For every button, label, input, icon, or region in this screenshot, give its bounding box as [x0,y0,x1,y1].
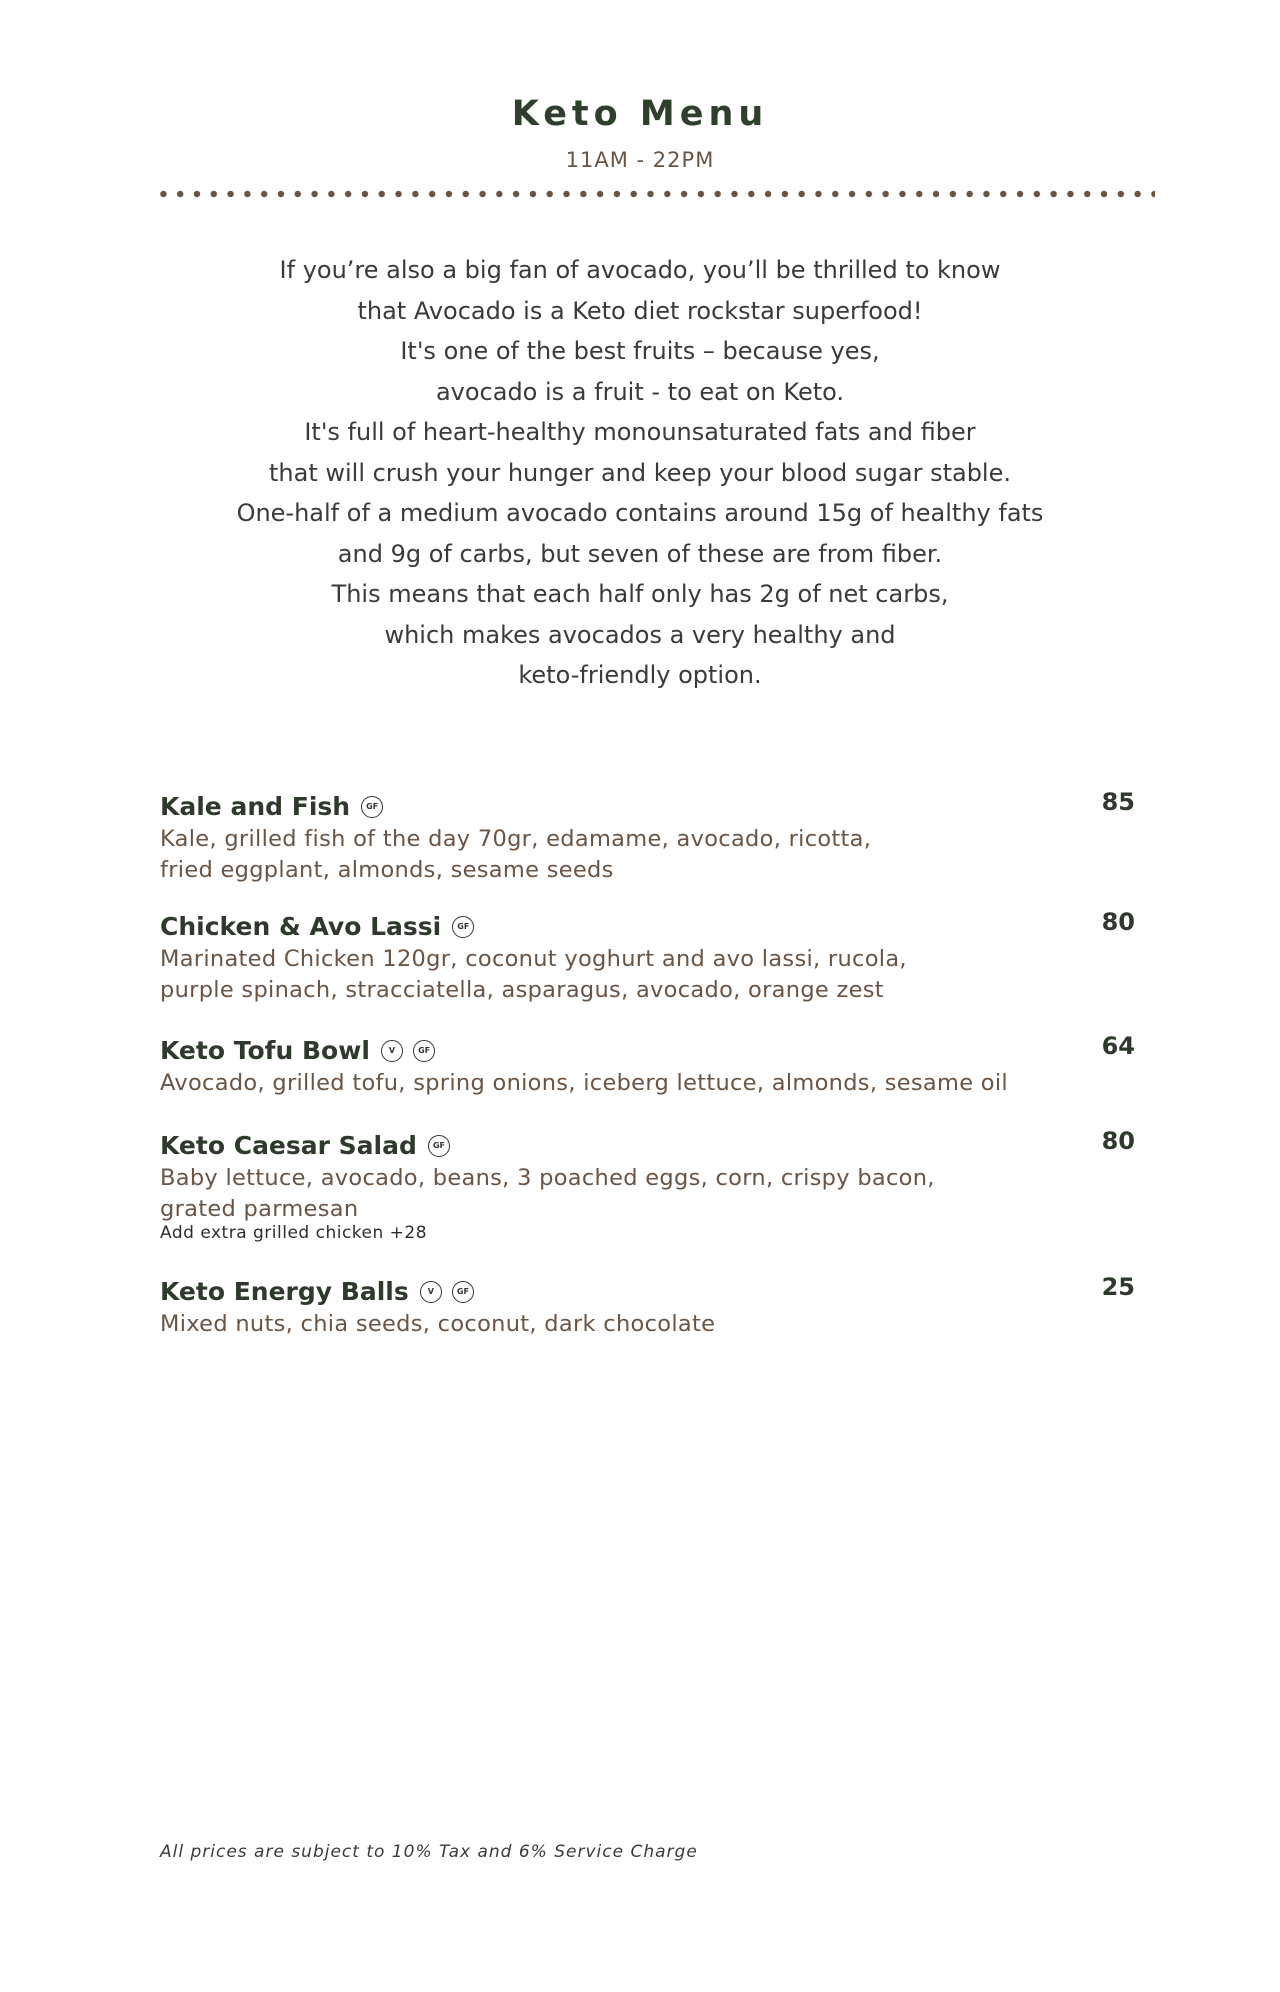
item-name: Chicken & Avo Lassi [160,912,442,941]
description-line: grated parmesan [160,1196,359,1222]
intro-line: keto-friendly option. [518,661,762,689]
dotted-divider [155,189,1155,199]
item-price: 80 [1101,1127,1135,1155]
description-line: Baby lettuce, avocado, beans, 3 poached eggs, corn, crispy bacon, [160,1165,935,1191]
item-price: 85 [1101,788,1135,816]
intro-text [0,250,1280,696]
menu-item-chicken-avo-lassi [160,908,1135,1006]
item-description [160,1068,1135,1099]
item-description [160,1309,1135,1340]
vegetarian-icon: V [381,1040,403,1062]
item-name: Keto Energy Balls [160,1277,409,1306]
gluten-free-icon: GF [428,1135,450,1157]
page-title: Keto Menu [511,94,769,134]
item-header [160,788,1135,824]
item-name: Keto Caesar Salad [160,1131,417,1160]
item-price: 64 [1101,1032,1135,1060]
intro-line: and 9g of carbs, but seven of these are from fiber. [337,539,943,568]
intro-line: One-half of a medium avocado contains around 15g of healthy fats [236,499,1044,527]
menu-item-keto-tofu-bowl [160,1032,1135,1099]
gluten-free-icon: GF [452,1281,474,1303]
item-description [160,1163,1135,1225]
opening-hours: 11AM - 22PM [565,148,715,172]
item-header [160,1127,1135,1163]
item-extra-option: Add extra grilled chicken +28 [160,1223,428,1243]
menu-item-keto-energy-balls [160,1273,1135,1340]
intro-line: that will crush your hunger and keep your blood sugar stable. [269,458,1011,487]
intro-line: It's one of the best fruits – because yes, [400,337,880,365]
item-price: 25 [1101,1273,1135,1301]
vegetarian-icon: V [420,1281,442,1303]
menu-item-kale-and-fish [160,788,1135,886]
item-name: Kale and Fish [160,792,351,821]
menu-item-keto-caesar-salad [160,1127,1135,1243]
description-line: Avocado, grilled tofu, spring onions, iceberg lettuce, almonds, sesame oil [160,1070,1008,1096]
description-line: fried eggplant, almonds, sesame seeds [160,857,614,883]
description-line: Mixed nuts, chia seeds, coconut, dark chocolate [160,1311,716,1337]
item-name: Keto Tofu Bowl [160,1036,370,1065]
gluten-free-icon: GF [413,1040,435,1062]
description-line: Marinated Chicken 120gr, coconut yoghurt and avo lassi, rucola, [160,946,907,972]
item-price: 80 [1101,908,1135,936]
description-line: Kale, grilled fish of the day 70gr, edamame, avocado, ricotta, [160,826,872,852]
tax-service-note: All prices are subject to 10% Tax and 6% Service Charge [160,1842,698,1862]
item-description [160,824,1135,886]
intro-line: which makes avocados a very healthy and [384,620,896,649]
intro-line: This means that each half only has 2g of net carbs, [331,580,949,608]
intro-line: If you’re also a big fan of avocado, you’ll be thrilled to know [279,256,1001,284]
item-description [160,944,1135,1006]
intro-line: that Avocado is a Keto diet rockstar superfood! [357,296,923,325]
gluten-free-icon: GF [361,796,383,818]
intro-line: It's full of heart-healthy monounsaturated fats and fiber [304,418,976,446]
item-header [160,908,1135,944]
gluten-free-icon: GF [452,916,474,938]
item-header [160,1032,1135,1068]
item-header [160,1273,1135,1309]
description-line: purple spinach, stracciatella, asparagus, avocado, orange zest [160,977,884,1003]
intro-line: avocado is a fruit - to eat on Keto. [435,377,845,406]
